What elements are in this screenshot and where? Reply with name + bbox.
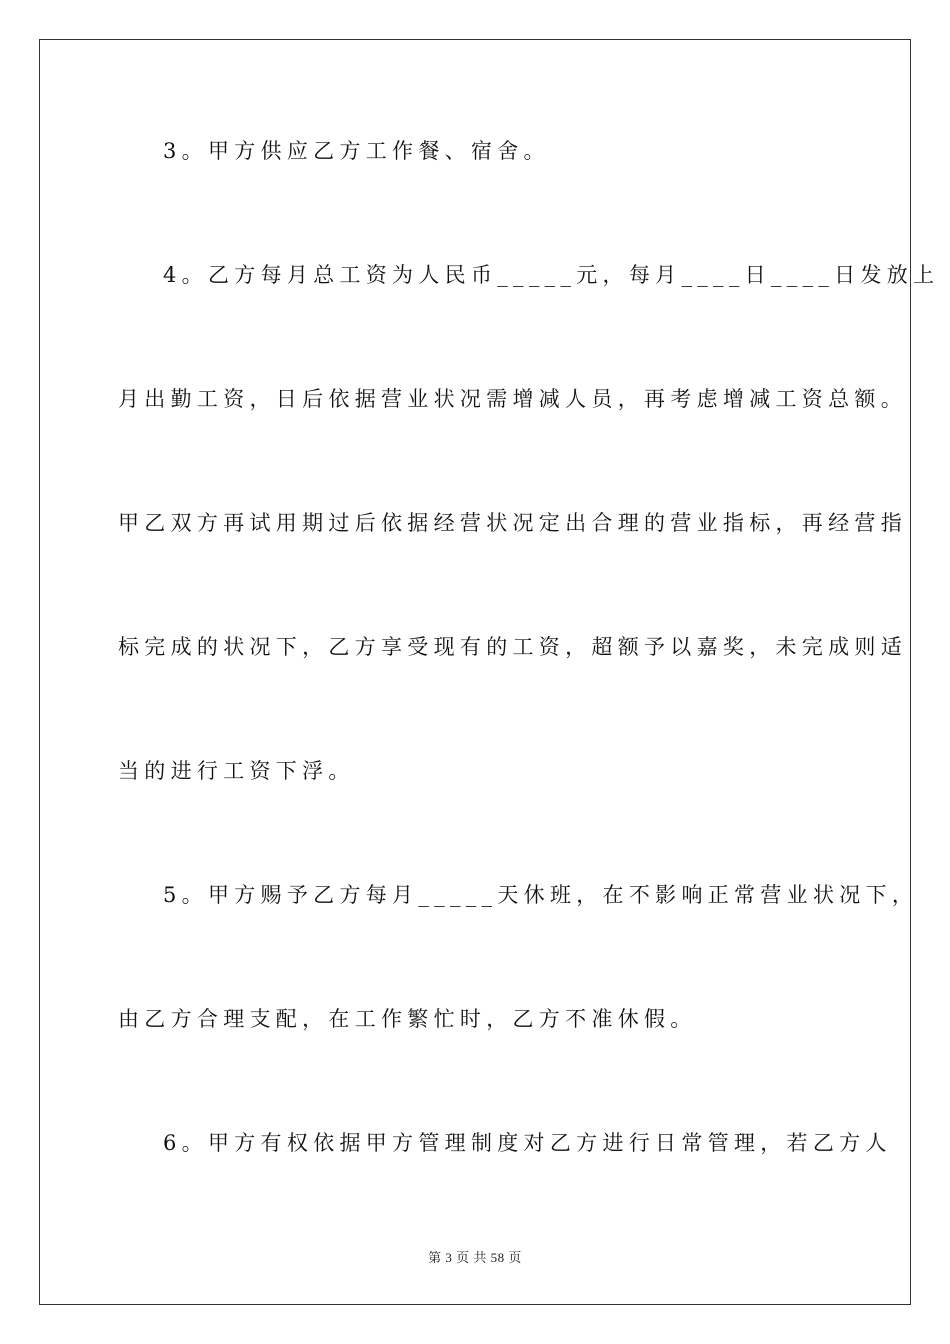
paragraph-line: 4。乙方每月总工资为人民币_____元，每月____日____日发放上: [163, 263, 940, 287]
paragraph-line: 3。甲方供应乙方工作餐、宿舍。: [163, 139, 550, 163]
page-border: [39, 39, 940, 1305]
paragraph-line: 5。甲方赐予乙方每月_____天休班，在不影响正常营业状况下，: [163, 883, 919, 907]
paragraph-line: 6。甲方有权依据甲方管理制度对乙方进行日常管理，若乙方人: [163, 1131, 892, 1155]
paragraph-line: 当的进行工资下浮。: [118, 759, 355, 783]
page-number: 第 3 页 共 58 页: [428, 1250, 522, 1265]
paragraph-line: 甲乙双方再试用期过后依据经营状况定出合理的营业指标，再经营指: [118, 511, 907, 535]
paragraph-line: 月出勤工资，日后依据营业状况需增减人员，再考虑增减工资总额。: [118, 387, 907, 411]
paragraph-line: 由乙方合理支配，在工作繁忙时，乙方不准休假。: [118, 1007, 697, 1031]
paragraph-line: 标完成的状况下，乙方享受现有的工资，超额予以嘉奖，未完成则适: [118, 635, 907, 659]
